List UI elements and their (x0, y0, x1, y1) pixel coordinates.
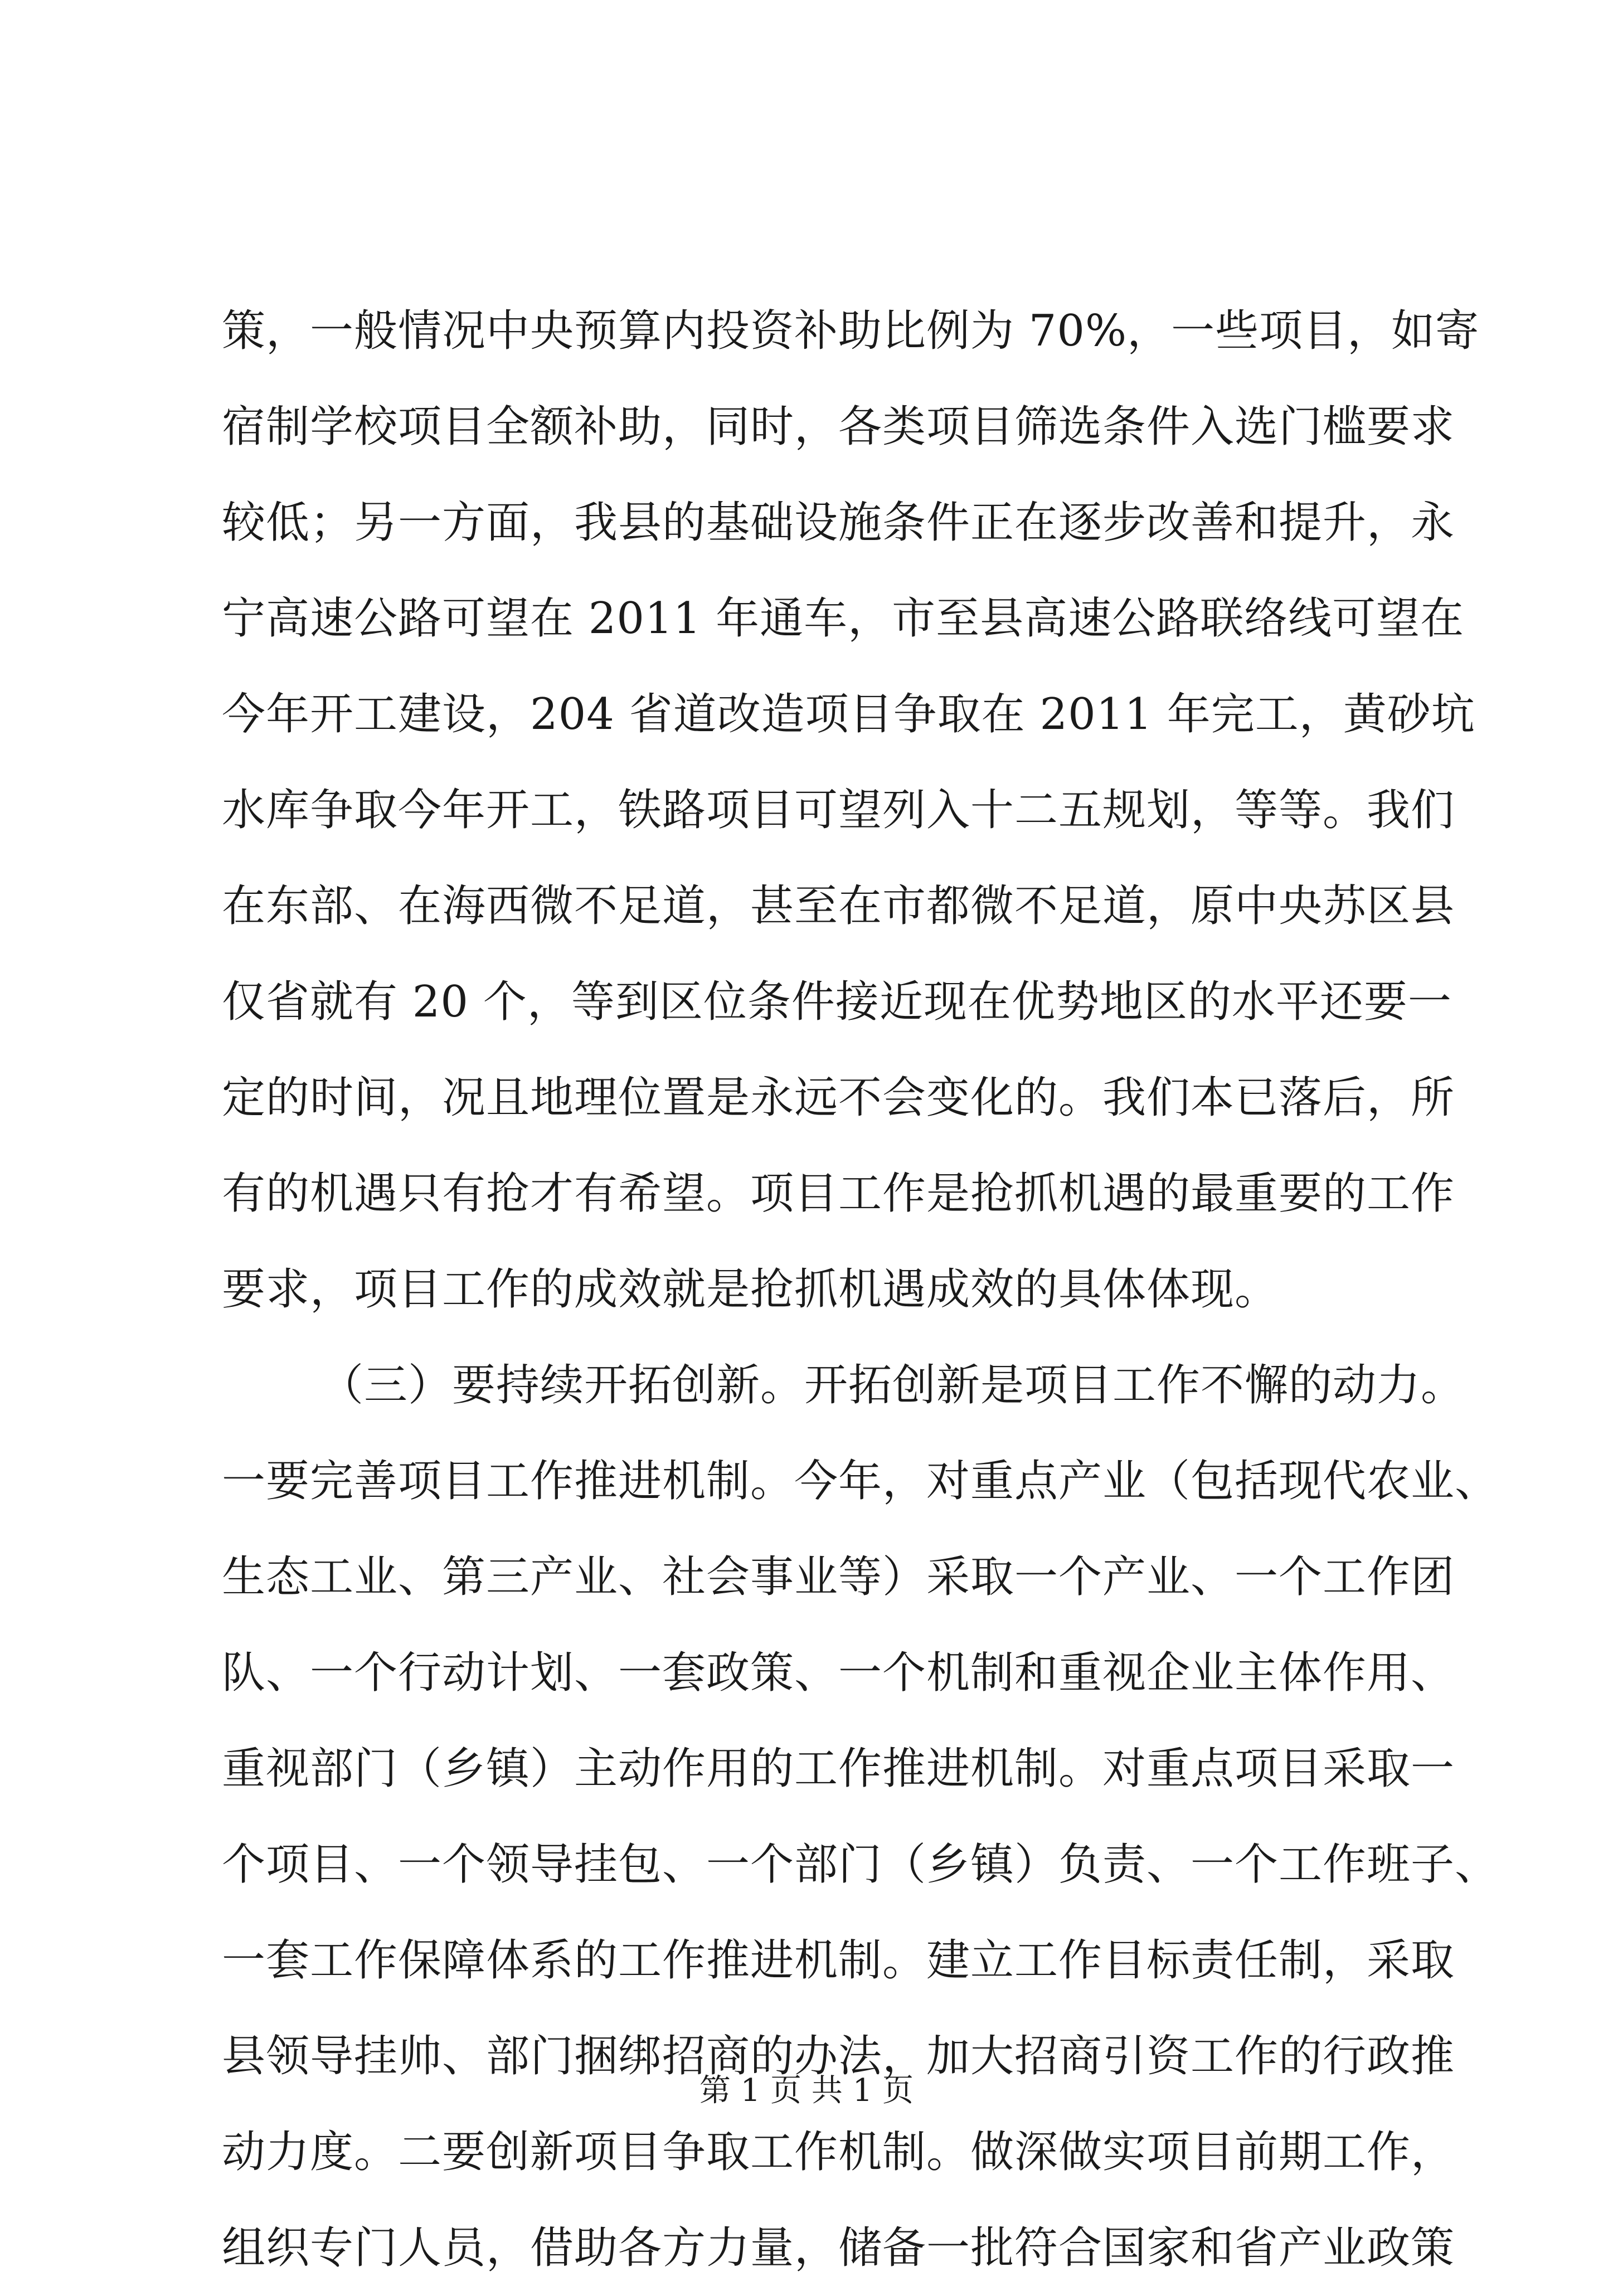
page-footer: 第 1 页 共 1 页 (699, 2073, 914, 2109)
text-line: 生态工业、第三产业、社会事业等）采取一个产业、一个工作团 (222, 1552, 1455, 1602)
text-line: 策，一般情况中央预算内投资补助比例为 70%，一些项目，如寄 (222, 306, 1480, 356)
text-line: 水库争取今年开工，铁路项目可望列入十二五规划，等等。我们 (222, 785, 1455, 835)
text-line: 有的机遇只有抢才有希望。项目工作是抢抓机遇的最重要的工作 (222, 1169, 1455, 1219)
text-line: 一要完善项目工作推进机制。今年，对重点产业（包括现代农业、 (222, 1456, 1499, 1506)
text-line: 宿制学校项目全额补助，同时，各类项目筛选条件入选门槛要求 (222, 402, 1455, 452)
body-text (222, 283, 1499, 2296)
text-line: 一套工作保障体系的工作推进机制。建立工作目标责任制，采取 (222, 1935, 1455, 1986)
text-line: 个项目、一个领导挂包、一个部门（乡镇）负责、一个工作班子、 (222, 1840, 1499, 1890)
text-line: 较低；另一方面，我县的基础设施条件正在逐步改善和提升，永 (222, 498, 1455, 548)
text-line: 县领导挂帅、部门捆绑招商的办法，加大招商引资工作的行政推 (222, 2031, 1455, 2081)
text-line: 今年开工建设，204 省道改造项目争取在 2011 年完工，黄砂坑 (222, 689, 1475, 740)
text-line: 宁高速公路可望在 2011 年通车，市至县高速公路联络线可望在 (222, 594, 1465, 644)
section-heading-line: （三）要持续开拓创新。开拓创新是项目工作不懈的动力。 (320, 1360, 1465, 1410)
text-line: 动力度。二要创新项目争取工作机制。做深做实项目前期工作， (222, 2127, 1455, 2177)
text-line: 队、一个行动计划、一套政策、一个机制和重视企业主体作用、 (222, 1648, 1455, 1698)
text-line: 要求，项目工作的成效就是抢抓机遇成效的具体体现。 (222, 1264, 1279, 1315)
text-line: 定的时间，况且地理位置是永远不会变化的。我们本已落后，所 (222, 1073, 1455, 1123)
text-line: 仅省就有 20 个，等到区位条件接近现在优势地区的水平还要一 (222, 977, 1452, 1027)
text-line: 组织专门人员，借助各方力量，储备一批符合国家和省产业政策 (222, 2223, 1455, 2273)
text-line: 重视部门（乡镇）主动作用的工作推进机制。对重点项目采取一 (222, 1744, 1455, 1794)
text-line: 在东部、在海西微不足道，甚至在市都微不足道，原中央苏区县 (222, 881, 1455, 931)
